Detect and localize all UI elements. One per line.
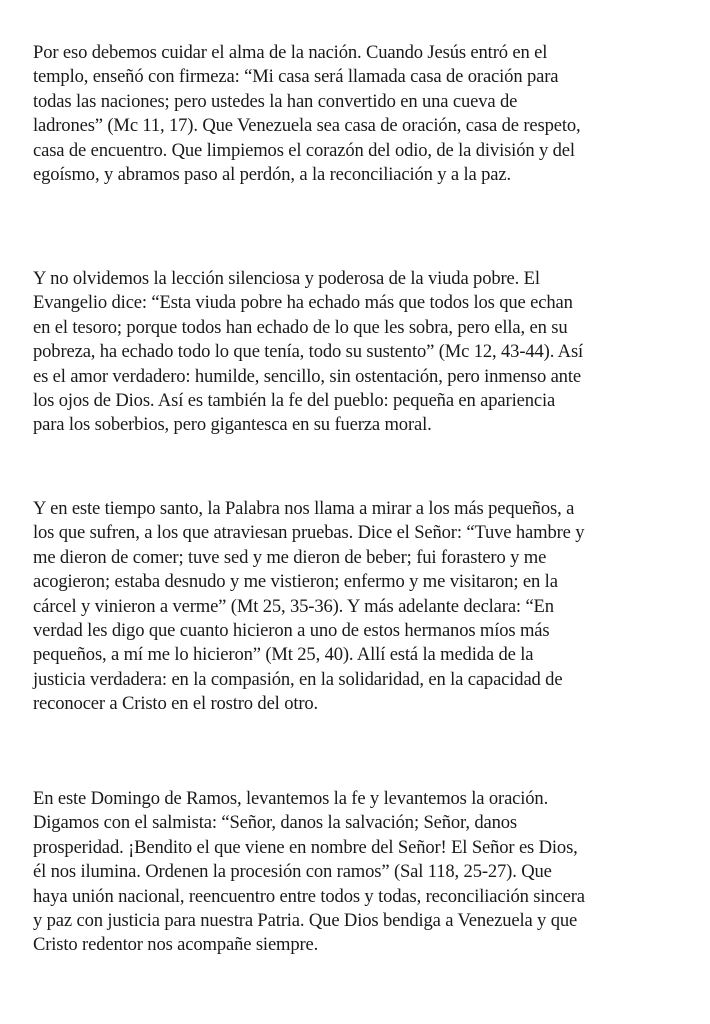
paragraph-domingo-de-ramos (33, 787, 585, 958)
text-line: reconocer a Cristo en el rostro del otro. (33, 693, 319, 715)
text-line: egoísmo, y abramos paso al perdón, a la reconciliación y a la paz. (33, 164, 512, 186)
text-line: los que sufren, a los que atraviesan pruebas. Dice el Señor: “Tuve hambre y (33, 522, 585, 544)
text-line: verdad les digo que cuanto hicieron a uno de estos hermanos míos más (33, 620, 550, 642)
text-line: haya unión nacional, reencuentro entre todos y todas, reconciliación sincera (33, 885, 585, 907)
text-line: Y en este tiempo santo, la Palabra nos llama a mirar a los más pequeños, a (33, 498, 575, 519)
text-line: Cristo redentor nos acompañe siempre. (33, 934, 319, 956)
text-line: me dieron de comer; tuve sed y me dieron de beber; fui forastero y me (33, 546, 547, 568)
text-line: Por eso debemos cuidar el alma de la nación. Cuando Jesús entró en el (33, 42, 548, 63)
text-line: pequeños, a mí me lo hicieron” (Mt 25, 40). Allí está la medida de la (33, 644, 534, 666)
paragraph-tiempo-santo (33, 497, 584, 717)
text-line: prosperidad. ¡Bendito el que viene en nombre del Señor! El Señor es Dios, (33, 836, 578, 858)
text-line: templo, enseñó con firmeza: “Mi casa será llamada casa de oración para (33, 66, 559, 88)
text-line: él nos ilumina. Ordenen la procesión con ramos” (Sal 118, 25-27). Que (33, 861, 552, 883)
text-line: cárcel y vinieron a verme” (Mt 25, 35-36). Y más adelante declara: “En (33, 595, 554, 617)
paragraph-alma-de-la-nacion (33, 41, 581, 187)
text-line: para los soberbios, pero gigantesca en su fuerza moral. (33, 414, 432, 436)
text-line: Digamos con el salmista: “Señor, danos la salvación; Señor, danos (33, 812, 517, 834)
text-line: acogieron; estaba desnudo y me vistieron; enfermo y me visitaron; en la (33, 571, 558, 593)
text-line: en el tesoro; porque todos han echado de lo que les sobra, pero ella, en su (33, 316, 568, 338)
text-line: los ojos de Dios. Así es también la fe del pueblo: pequeña en apariencia (33, 390, 556, 412)
text-line: En este Domingo de Ramos, levantemos la fe y levantemos la oración. (33, 788, 549, 809)
text-line: es el amor verdadero: humilde, sencillo, sin ostentación, pero inmenso ante (33, 365, 581, 387)
text-line: justicia verdadera: en la compasión, en la solidaridad, en la capacidad de (33, 668, 563, 690)
text-line: Y no olvidemos la lección silenciosa y poderosa de la viuda pobre. El (33, 268, 540, 289)
text-line: pobreza, ha echado todo lo que tenía, todo su sustento” (Mc 12, 43-44). Así (33, 341, 584, 363)
text-line: todas las naciones; pero ustedes la han convertido en una cueva de (33, 90, 518, 112)
text-line: Evangelio dice: “Esta viuda pobre ha echado más que todos los que echan (33, 292, 573, 314)
text-line: ladrones” (Mc 11, 17). Que Venezuela sea casa de oración, casa de respeto, (33, 115, 581, 137)
text-line: y paz con justicia para nuestra Patria. Que Dios bendiga a Venezuela y que (33, 910, 578, 932)
text-line: casa de encuentro. Que limpiemos el corazón del odio, de la división y del (33, 139, 575, 161)
paragraph-viuda-pobre (33, 267, 583, 438)
